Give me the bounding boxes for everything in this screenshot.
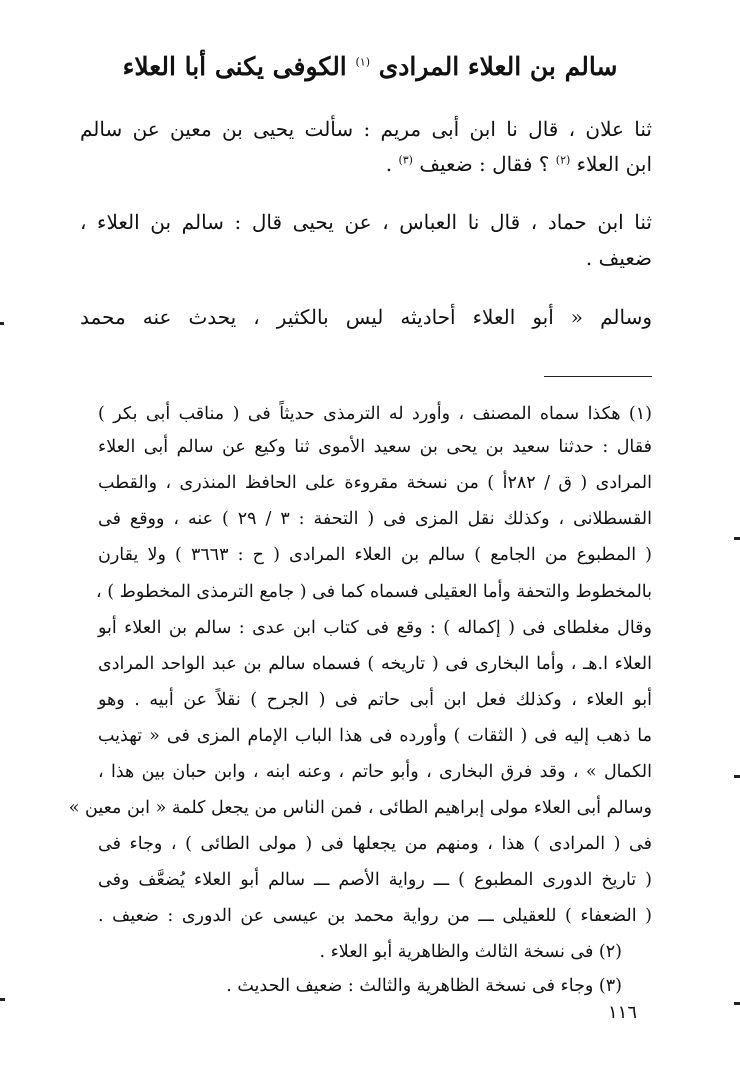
footnote-line: فقال : حدثنا سعيد بن يحى بن سعيد الأموى ثنا وكيع عن سالم أبى العلاء: [98, 437, 652, 457]
footnote-line: وقال مغلطاى فى ( إكماله ) : وقع فى كتاب ابن عدى : سالم بن العلاء أبو: [98, 618, 652, 638]
footnote-line: أبو العلاء ، وكذلك فعل ابن أبى حاتم فى ( الجرح ) نقلاً عن أبيه . وهو: [98, 690, 652, 710]
footnote-line: (٢) فى نسخة الثالث والظاهرية أبو العلاء .: [319, 942, 622, 962]
footnote-line: ( المطبوع من الجامع ) سالم بن العلاء المرادى ( ح : ٣٦٦٣ ) ولا يقارن: [98, 545, 652, 565]
scan-edge-mark: [734, 537, 740, 540]
footnote-line: العلاء ا.هـ ، وأما البخارى فى ( تاريخه ) فسماه سالم بن عبد الواحد المرادى: [98, 654, 652, 674]
title-text-after: الكوفى يكنى أبا العلاء: [122, 52, 347, 81]
body-paragraph-2-line-2: ضعيف .: [585, 246, 652, 270]
scan-edge-mark: [734, 1002, 740, 1005]
body-paragraph-1-line-2: [80, 152, 652, 176]
footnote-line: (١) هكذا سماه المصنف ، وأورد له الترمذى حديثاً فى ( مناقب أبى بكر ): [98, 404, 652, 424]
body-text: .: [385, 152, 393, 176]
body-paragraph-2-line-1: ثنا ابن حماد ، قال نا العباس ، عن يحيى قال : سالم بن العلاء ،: [80, 210, 652, 234]
scan-edge-mark: [734, 775, 740, 778]
title-footnote-ref: (١): [355, 55, 370, 69]
page-title: [60, 52, 680, 81]
footnote-line: المرادى ( ق / ٢٨٢أ ) من نسخة مقروءة على الحافظ المنذرى ، والقطب: [98, 473, 653, 493]
body-paragraph-3-line-1: وسالم « أبو العلاء أحاديثه ليس بالكثير ، يحدث عنه محمد: [80, 305, 652, 329]
footnote-line: القسطلانى ، وكذلك نقل المزى فى ( التحفة : ٣ / ٢٩ ) عنه ، ووقع فى: [98, 509, 652, 529]
scan-edge-mark: [0, 998, 5, 1001]
footnote-line: وسالم أبى العلاء مولى إبراهيم الطائى ، فمن الناس من يجعل كلمة « ابن معين »: [68, 798, 652, 818]
body-text: ؟ فقال : ضعيف: [419, 152, 550, 176]
body-paragraph-1-line-1: ثنا علان ، قال نا ابن أبى مريم : سألت يحيى بن معين عن سالم: [80, 117, 652, 141]
title-text: سالم بن العلاء المرادى: [378, 52, 618, 81]
footnote-line: ( تاريخ الدورى المطبوع ) ـــ رواية الأصم ـــ سالم أبو العلاء يُضعَّف وفى: [98, 870, 652, 890]
footnote-line: فى ( المرادى ) هذا ، ومنهم من يجعلها فى ( مولى الطائى ) ، وجاء فى: [98, 834, 652, 854]
page-number: ١١٦: [608, 1002, 638, 1023]
footnote-separator: [544, 376, 652, 377]
footnote-ref-3: (٣): [398, 153, 413, 167]
footnote-line: ( الضعفاء ) للعقيلى ـــ من رواية محمد بن عيسى عن الدورى : ضعيف .: [98, 906, 652, 926]
footnote-line: الكمال » ، وقد فرق البخارى ، وأبو حاتم ، وعنه ابنه ، وابن حبان بين هذا ،: [98, 762, 652, 782]
body-text: ابن العلاء: [576, 152, 652, 176]
footnote-line: بالمخطوط والتحفة وأما العقيلى فسماه كما فى ( جامع الترمذى المخطوط ) ،: [96, 582, 652, 602]
footnote-line: ما ذهب إليه فى ( الثقات ) وأورده فى هذا الباب الإمام المزى فى « تهذيب: [98, 726, 652, 746]
scan-edge-mark: [0, 322, 4, 325]
footnote-ref-2: (٢): [555, 153, 571, 167]
footnote-line: (٣) وجاء فى نسخة الظاهرية والثالث : ضعيف الحديث .: [226, 976, 622, 996]
